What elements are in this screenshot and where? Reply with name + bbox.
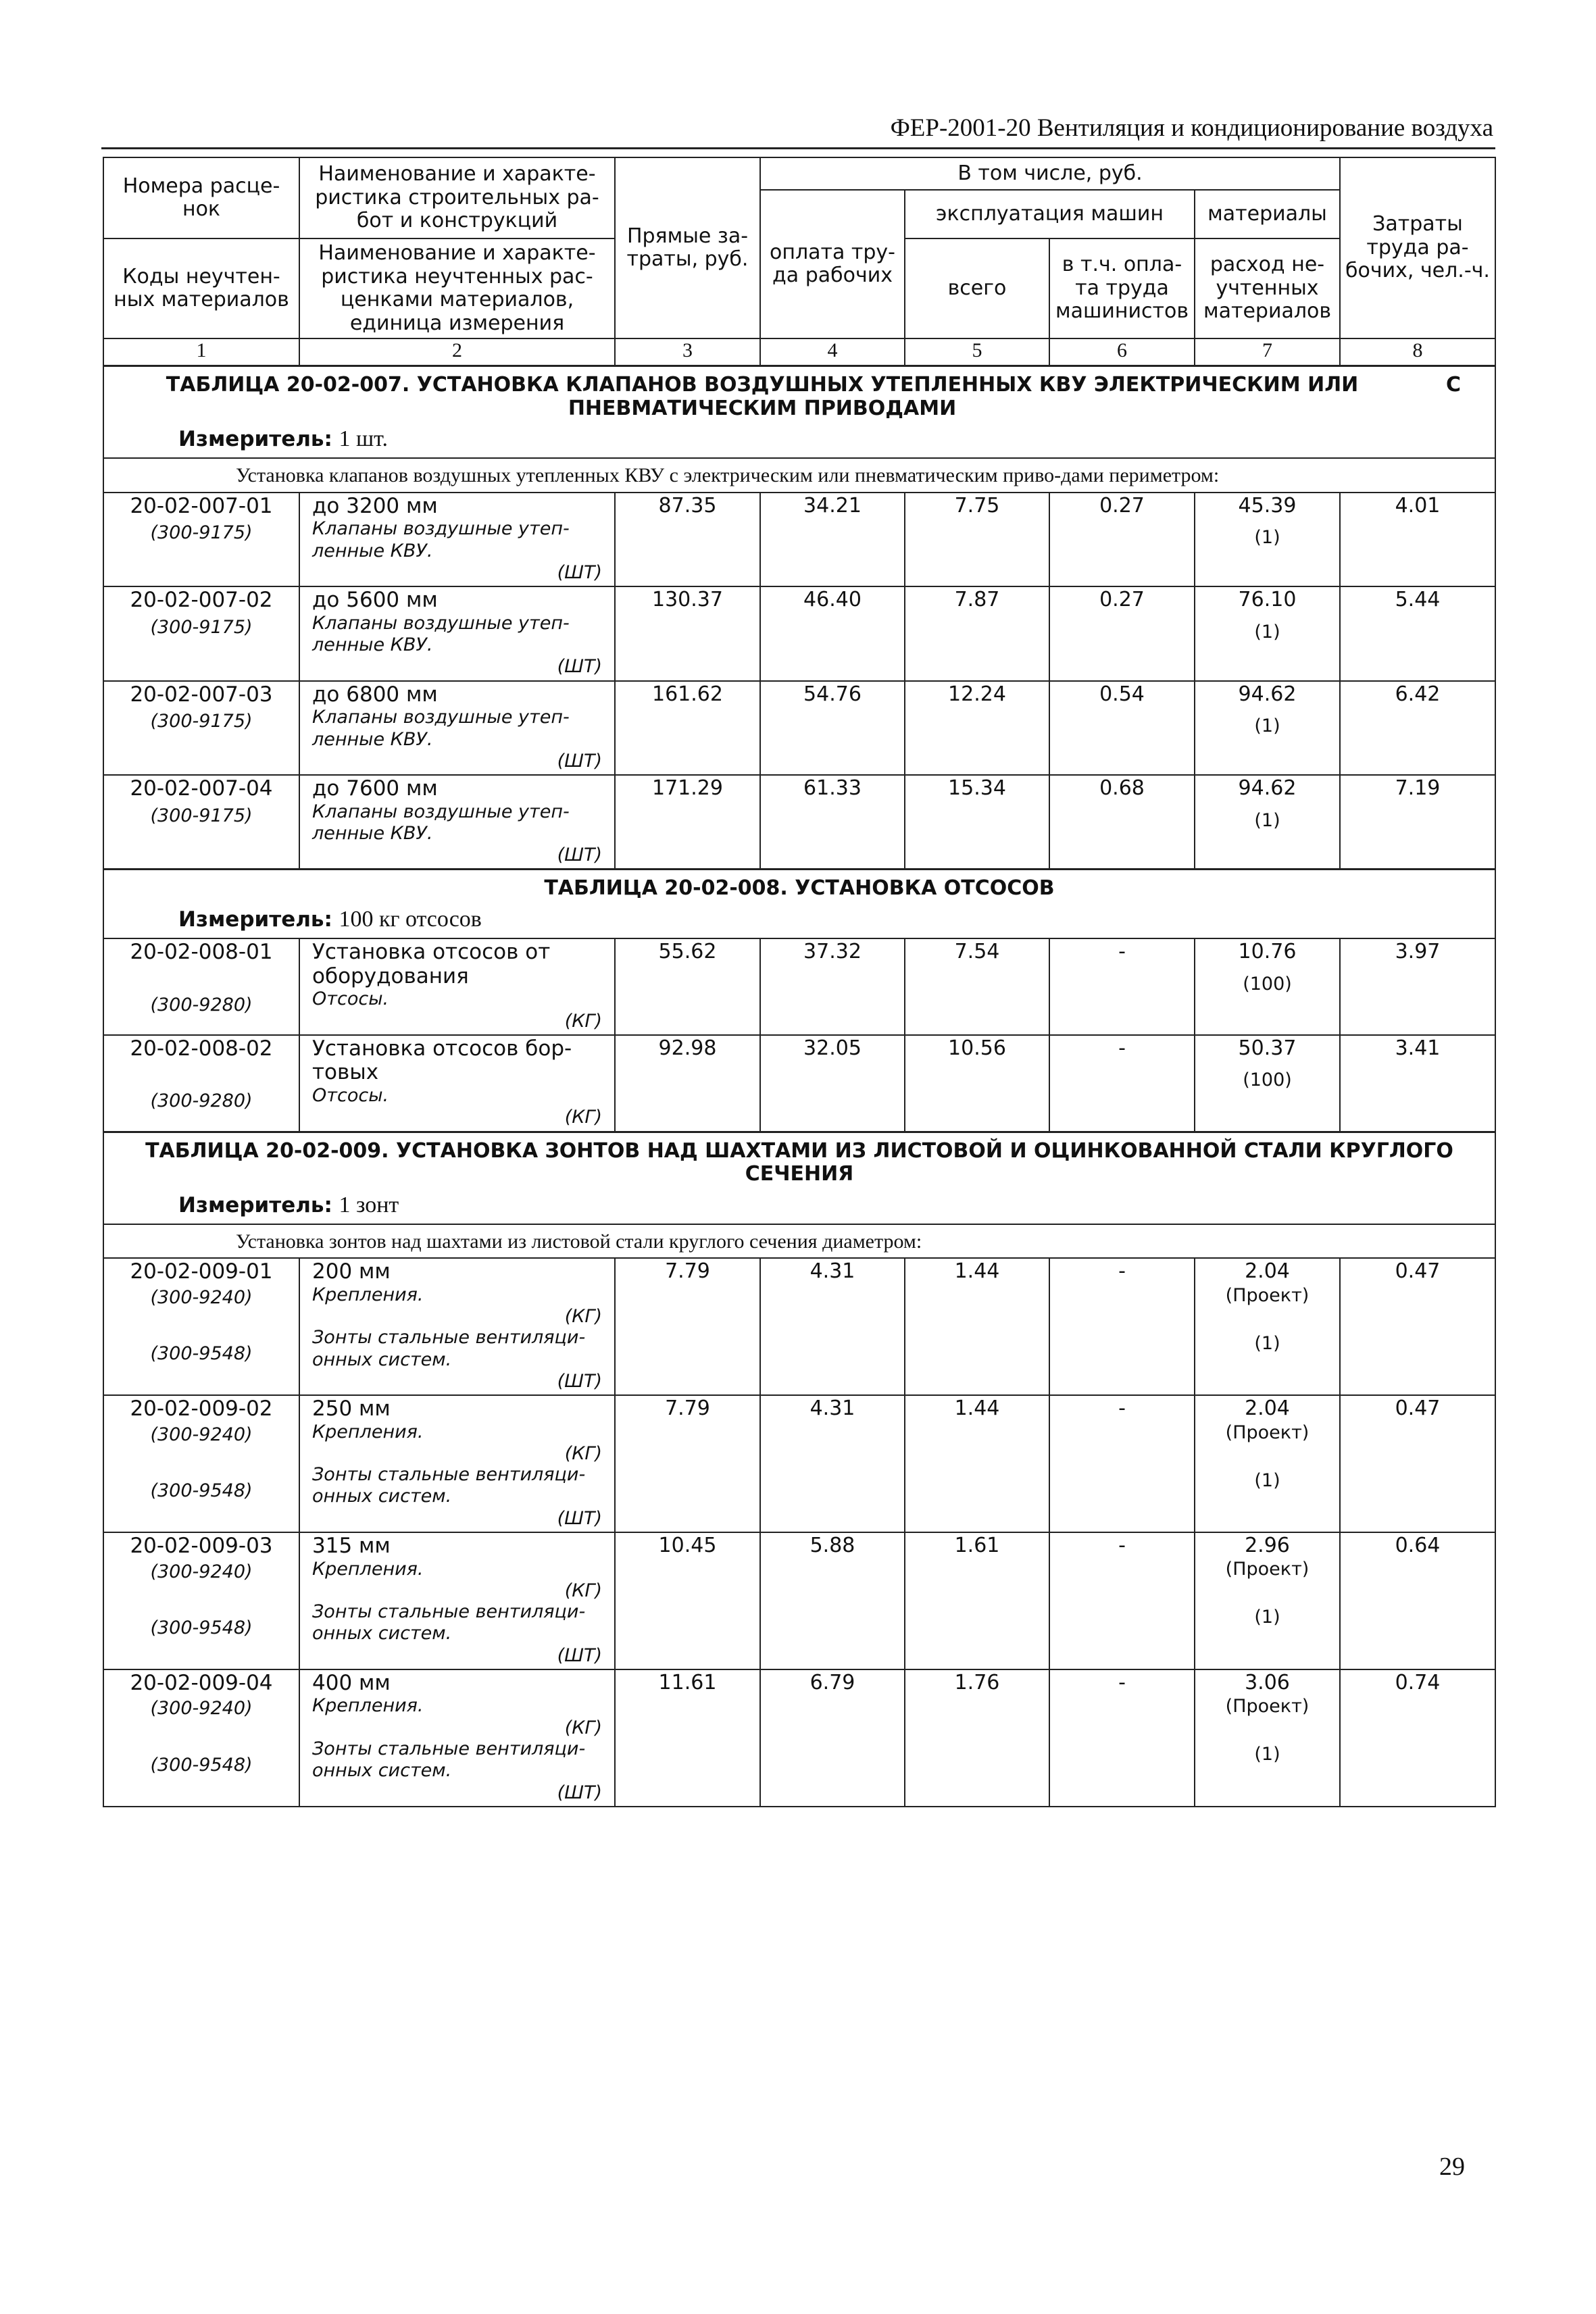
cell-value: 1.44 — [954, 1397, 1000, 1420]
value-c4 — [760, 775, 905, 870]
cell-value: 6.79 — [809, 1670, 855, 1694]
cell-value: 61.33 — [803, 776, 862, 800]
section-title-text: ТАБЛИЦА 20-02-007. УСТАНОВКА КЛАПАНОВ ВОЗДУШНЫХ УТЕПЛЕННЫХ КВУ ЭЛЕКТРИЧЕСКИМ ИЛИ ПНЕВМАТИЧЕСКИМ ПРИВОДАМИ — [166, 373, 1359, 420]
material-unit: (ШТ) — [557, 845, 602, 866]
cell-value: 94.62 — [1238, 776, 1297, 800]
name-cell — [299, 1258, 615, 1395]
value-c3 — [615, 1035, 760, 1132]
col-number: 6 — [1049, 338, 1195, 366]
value-c5 — [905, 938, 1049, 1035]
value-c4 — [760, 493, 905, 586]
value-c8 — [1340, 1669, 1495, 1807]
group-caption: Установка клапанов воздушных утепленных КВУ с электрическим или пневматическим приво-дами периметром: — [103, 458, 1495, 493]
table-row — [103, 1532, 1495, 1669]
table-row — [103, 493, 1495, 586]
value-c5 — [905, 1669, 1049, 1807]
material-unit: (ШТ) — [557, 1507, 602, 1529]
name-cell — [299, 1395, 615, 1532]
cell-value: 3.41 — [1395, 1036, 1441, 1060]
value-c6 — [1049, 493, 1195, 586]
measure-label: Измеритель: — [178, 907, 332, 932]
cell-note: (1) — [1254, 621, 1280, 643]
name-cell — [299, 775, 615, 870]
work-name: до 5600 мм — [312, 588, 438, 613]
value-c6 — [1049, 1258, 1195, 1395]
cell-value: 7.79 — [665, 1397, 710, 1420]
cell-value: 5.88 — [809, 1533, 855, 1557]
measure-value: 1 шт. — [339, 426, 388, 451]
work-name: 200 мм — [312, 1259, 391, 1284]
material-unit: (ШТ) — [557, 750, 602, 772]
col4-header: оплата тру-да рабочих — [760, 190, 905, 338]
rate-code: 20-02-008-02 — [130, 1036, 273, 1061]
cell-value: 87.35 — [658, 493, 717, 518]
col2-top-header: Наименование и характе-ристика строительных ра-бот и конструкций — [299, 157, 615, 238]
page-number: 29 — [1439, 2153, 1465, 2181]
work-name: Установка отсосов бор-товых — [312, 1036, 572, 1085]
col2-bottom-header: Наименование и характе-ристика неучтенных рас-ценками материалов, единица измерения — [299, 238, 615, 338]
material-unit: (КГ) — [564, 1443, 602, 1465]
cell-value: 46.40 — [803, 588, 862, 612]
cell-value: - — [1118, 940, 1126, 964]
cell-value: 0.47 — [1395, 1259, 1441, 1284]
col5-header: всего — [905, 238, 1049, 338]
cell-value: 0.47 — [1395, 1397, 1441, 1420]
cell-value: 10.56 — [948, 1036, 1006, 1060]
cell-note: (1) — [1254, 809, 1280, 831]
value-c5 — [905, 1035, 1049, 1132]
value-c6 — [1049, 938, 1195, 1035]
cell-value: 4.31 — [809, 1397, 855, 1420]
code-cell — [103, 1669, 299, 1807]
cell-note: (Проект) — [1225, 1422, 1310, 1443]
cell-value: 0.74 — [1395, 1670, 1441, 1694]
work-name: до 3200 мм — [312, 493, 438, 518]
col-number: 3 — [615, 338, 760, 366]
value-c8 — [1340, 586, 1495, 680]
cell-value: 1.44 — [954, 1259, 1000, 1284]
cell-value: - — [1118, 1670, 1126, 1694]
value-c3 — [615, 1395, 760, 1532]
material-unit: (ШТ) — [557, 1370, 602, 1392]
value-c4 — [760, 681, 905, 775]
cell-value: 161.62 — [652, 682, 723, 706]
rate-code: 20-02-009-02 — [130, 1397, 273, 1421]
machines-header: эксплуатация машин — [905, 190, 1195, 238]
section-title — [103, 870, 1495, 901]
value-c5 — [905, 775, 1049, 870]
value-c5 — [905, 1258, 1049, 1395]
value-c5 — [905, 493, 1049, 586]
table-row — [103, 1258, 1495, 1395]
value-c4 — [760, 938, 905, 1035]
value-c7 — [1195, 681, 1340, 775]
work-name: Установка отсосов от оборудования — [312, 940, 551, 988]
cell-value: 6.42 — [1395, 682, 1441, 706]
section-flag: С — [1445, 373, 1461, 397]
value-c7 — [1195, 586, 1340, 680]
value-c8 — [1340, 681, 1495, 775]
value-c6 — [1049, 1532, 1195, 1669]
cell-value: 10.76 — [1238, 940, 1297, 964]
cell-value: 7.79 — [665, 1259, 710, 1284]
value-c8 — [1340, 938, 1495, 1035]
section-title-text: ТАБЛИЦА 20-02-008. УСТАНОВКА ОТСОСОВ — [544, 876, 1055, 901]
cell-value: - — [1118, 1533, 1126, 1557]
material-unit: (КГ) — [564, 1580, 602, 1601]
value-c8 — [1340, 1258, 1495, 1395]
material-code: (300-9240) — [150, 1561, 253, 1582]
material-code: (300-9240) — [150, 1698, 253, 1719]
value-c3 — [615, 938, 760, 1035]
col-number: 7 — [1195, 338, 1340, 366]
rate-code: 20-02-007-03 — [130, 682, 273, 707]
value-c6 — [1049, 1035, 1195, 1132]
col-number: 1 — [103, 338, 299, 366]
name-cell — [299, 586, 615, 680]
value-c7 — [1195, 1258, 1340, 1395]
material-code: (300-9175) — [150, 805, 253, 826]
material-name: Клапаны воздушные утеп-ленные КВУ. — [312, 518, 570, 561]
col1-top-header: Номера расце-нок — [103, 157, 299, 238]
value-c8 — [1340, 1035, 1495, 1132]
value-c3 — [615, 775, 760, 870]
material-code: (300-9240) — [150, 1286, 253, 1308]
value-c4 — [760, 1669, 905, 1807]
value-c7 — [1195, 1395, 1340, 1532]
cell-value: 3.97 — [1395, 940, 1441, 964]
value-c3 — [615, 681, 760, 775]
rate-code: 20-02-007-04 — [130, 776, 273, 801]
value-c5 — [905, 1395, 1049, 1532]
material-code: (300-9280) — [150, 1090, 253, 1112]
cell-value: 3.06 — [1245, 1670, 1290, 1694]
cell-note: (100) — [1243, 1070, 1292, 1091]
rate-code: 20-02-007-01 — [130, 493, 273, 518]
material-code: (300-9175) — [150, 711, 253, 732]
value-c7 — [1195, 938, 1340, 1035]
material-unit: (ШТ) — [557, 656, 602, 678]
material-unit: (КГ) — [564, 1306, 602, 1328]
material-code: (300-9280) — [150, 994, 253, 1015]
measure-label: Измеритель: — [178, 1192, 332, 1217]
measure-row — [103, 1186, 1495, 1224]
value-c8 — [1340, 1532, 1495, 1669]
col-number: 5 — [905, 338, 1049, 366]
value-c3 — [615, 1258, 760, 1395]
cell-value: 32.05 — [803, 1036, 862, 1060]
cell-value: 4.31 — [809, 1259, 855, 1284]
col-number: 8 — [1340, 338, 1495, 366]
value-c4 — [760, 1258, 905, 1395]
material-code: (300-9548) — [150, 1342, 253, 1364]
work-name: до 7600 мм — [312, 776, 438, 801]
material-unit: (КГ) — [564, 1717, 602, 1738]
value-c4 — [760, 1532, 905, 1669]
value-c4 — [760, 1395, 905, 1532]
cell-value: 45.39 — [1238, 493, 1297, 518]
name-cell — [299, 681, 615, 775]
cell-value: 54.76 — [803, 682, 862, 706]
cell-value: 2.96 — [1245, 1533, 1290, 1557]
cell-value: 1.61 — [954, 1533, 1000, 1557]
cell-note: (1) — [1254, 1744, 1280, 1765]
cell-value: 34.21 — [803, 493, 862, 518]
value-c7 — [1195, 1035, 1340, 1132]
section-title — [103, 366, 1495, 421]
material-name: Зонты стальные вентиляци-онных систем. — [312, 1464, 586, 1507]
material-unit: (КГ) — [564, 1107, 602, 1128]
cell-value: 4.01 — [1395, 493, 1441, 518]
cell-value: 0.54 — [1099, 682, 1145, 706]
cell-note: (Проект) — [1225, 1284, 1310, 1306]
cell-value: - — [1118, 1397, 1126, 1420]
rate-code: 20-02-009-04 — [130, 1670, 273, 1695]
value-c6 — [1049, 775, 1195, 870]
value-c5 — [905, 1532, 1049, 1669]
running-header: ФЕР-2001-20 Вентиляция и кондиционирование воздуха — [890, 114, 1493, 142]
col6-header: в т.ч. опла-та труда машинистов — [1049, 238, 1195, 338]
value-c6 — [1049, 1669, 1195, 1807]
code-cell — [103, 1258, 299, 1395]
material-name: Зонты стальные вентиляци-онных систем. — [312, 1601, 586, 1644]
material-code: (300-9548) — [150, 1617, 253, 1638]
material-code: (300-9240) — [150, 1424, 253, 1445]
material-unit: (ШТ) — [557, 1644, 602, 1666]
material-name: Зонты стальные вентиляци-онных систем. — [312, 1327, 586, 1370]
table-row — [103, 775, 1495, 870]
cell-value: 92.98 — [658, 1036, 717, 1060]
value-c3 — [615, 1669, 760, 1807]
measure-row — [103, 420, 1495, 458]
cell-value: 0.27 — [1099, 588, 1145, 612]
table-row — [103, 586, 1495, 680]
cell-value: 15.34 — [948, 776, 1006, 800]
rate-code: 20-02-008-01 — [130, 940, 273, 965]
measure-row — [103, 901, 1495, 938]
code-cell — [103, 681, 299, 775]
cell-note: (1) — [1254, 1332, 1280, 1354]
section-title-text: ТАБЛИЦА 20-02-009. УСТАНОВКА ЗОНТОВ НАД ШАХТАМИ ИЗ ЛИСТОВОЙ И ОЦИНКОВАННОЙ СТАЛИ КРУГЛОГО СЕЧЕНИЯ — [145, 1138, 1453, 1186]
rate-code: 20-02-009-01 — [130, 1259, 273, 1284]
name-cell — [299, 1669, 615, 1807]
cell-value: 130.37 — [652, 588, 723, 612]
col-number: 2 — [299, 338, 615, 366]
cell-value: 2.04 — [1245, 1259, 1290, 1284]
value-c7 — [1195, 1532, 1340, 1669]
col8-header: Затраты труда ра-бочих, чел.-ч. — [1340, 157, 1495, 338]
work-name: 315 мм — [312, 1533, 391, 1558]
section-title — [103, 1132, 1495, 1186]
cell-note: (1) — [1254, 527, 1280, 549]
incl-header: В том числе, руб. — [760, 157, 1340, 190]
value-c3 — [615, 493, 760, 586]
table-row — [103, 938, 1495, 1035]
value-c8 — [1340, 493, 1495, 586]
cell-value: 10.45 — [658, 1533, 717, 1557]
header-rule — [101, 147, 1495, 149]
material-name: Отсосы. — [312, 1085, 389, 1107]
cell-value: 7.19 — [1395, 776, 1441, 800]
measure-value: 1 зонт — [339, 1192, 399, 1217]
rate-code: 20-02-007-02 — [130, 588, 273, 613]
code-cell — [103, 1035, 299, 1132]
cell-value: 0.27 — [1099, 493, 1145, 518]
cell-note: (1) — [1254, 1469, 1280, 1491]
cell-note: (1) — [1254, 1607, 1280, 1628]
cell-value: 11.61 — [658, 1670, 717, 1694]
code-cell — [103, 1532, 299, 1669]
cell-note: (Проект) — [1225, 1559, 1310, 1580]
cell-note: (Проект) — [1225, 1696, 1310, 1717]
cell-value: 1.76 — [954, 1670, 1000, 1694]
rate-code: 20-02-009-03 — [130, 1533, 273, 1558]
value-c3 — [615, 586, 760, 680]
cell-value: 7.87 — [954, 588, 1000, 612]
code-cell — [103, 586, 299, 680]
code-cell — [103, 1395, 299, 1532]
material-code: (300-9548) — [150, 1480, 253, 1501]
value-c6 — [1049, 586, 1195, 680]
material-code: (300-9175) — [150, 616, 253, 638]
material-name: Клапаны воздушные утеп-ленные КВУ. — [312, 612, 570, 656]
col-number: 4 — [760, 338, 905, 366]
col7-header: расход не-учтенных материалов — [1195, 238, 1340, 338]
value-c4 — [760, 586, 905, 680]
cell-value: - — [1118, 1259, 1126, 1284]
material-name: Клапаны воздушные утеп-ленные КВУ. — [312, 707, 570, 750]
cell-value: 7.75 — [954, 493, 1000, 518]
material-unit: (ШТ) — [557, 1782, 602, 1803]
group-caption: Установка зонтов над шахтами из листовой стали круглого сечения диаметром: — [103, 1224, 1495, 1259]
work-name: 250 мм — [312, 1397, 391, 1421]
measure-label: Измеритель: — [178, 427, 332, 451]
price-table — [103, 157, 1496, 1807]
material-name: Крепления. — [312, 1558, 424, 1580]
material-name: Крепления. — [312, 1421, 424, 1442]
material-unit: (КГ) — [564, 1010, 602, 1032]
value-c7 — [1195, 1669, 1340, 1807]
code-cell — [103, 938, 299, 1035]
cell-value: 7.54 — [954, 940, 1000, 964]
cell-value: 0.64 — [1395, 1533, 1441, 1557]
value-c4 — [760, 1035, 905, 1132]
cell-value: 50.37 — [1238, 1036, 1297, 1060]
cell-note: (100) — [1243, 973, 1292, 995]
table-row — [103, 1035, 1495, 1132]
measure-value: 100 кг отсосов — [339, 906, 482, 932]
value-c8 — [1340, 775, 1495, 870]
code-cell — [103, 493, 299, 586]
cell-value: 171.29 — [652, 776, 723, 800]
cell-value: 0.68 — [1099, 776, 1145, 800]
code-cell — [103, 775, 299, 870]
material-unit: (ШТ) — [557, 562, 602, 584]
value-c3 — [615, 1532, 760, 1669]
material-name: Крепления. — [312, 1695, 424, 1717]
value-c5 — [905, 586, 1049, 680]
value-c6 — [1049, 681, 1195, 775]
col3-header: Прямые за-траты, руб. — [615, 157, 760, 338]
material-code: (300-9548) — [150, 1754, 253, 1776]
material-name: Зонты стальные вентиляци-онных систем. — [312, 1738, 586, 1782]
name-cell — [299, 1035, 615, 1132]
cell-value: 76.10 — [1238, 588, 1297, 612]
value-c8 — [1340, 1395, 1495, 1532]
value-c7 — [1195, 493, 1340, 586]
name-cell — [299, 493, 615, 586]
material-code: (300-9175) — [150, 522, 253, 544]
material-name: Клапаны воздушные утеп-ленные КВУ. — [312, 801, 570, 845]
value-c7 — [1195, 775, 1340, 870]
material-name: Отсосы. — [312, 988, 389, 1010]
work-name: до 6800 мм — [312, 682, 438, 707]
cell-note: (1) — [1254, 715, 1280, 737]
table-row — [103, 681, 1495, 775]
col1-bottom-header: Коды неучтен-ных материалов — [103, 238, 299, 338]
cell-value: 94.62 — [1238, 682, 1297, 706]
work-name: 400 мм — [312, 1670, 391, 1695]
cell-value: - — [1118, 1036, 1126, 1060]
name-cell — [299, 1532, 615, 1669]
materials-header: материалы — [1195, 190, 1340, 238]
cell-value: 5.44 — [1395, 588, 1441, 612]
value-c5 — [905, 681, 1049, 775]
cell-value: 12.24 — [948, 682, 1006, 706]
cell-value: 37.32 — [803, 940, 862, 964]
table-row — [103, 1669, 1495, 1807]
cell-value: 55.62 — [658, 940, 717, 964]
name-cell — [299, 938, 615, 1035]
cell-value: 2.04 — [1245, 1397, 1290, 1420]
value-c6 — [1049, 1395, 1195, 1532]
table-row — [103, 1395, 1495, 1532]
material-name: Крепления. — [312, 1284, 424, 1305]
